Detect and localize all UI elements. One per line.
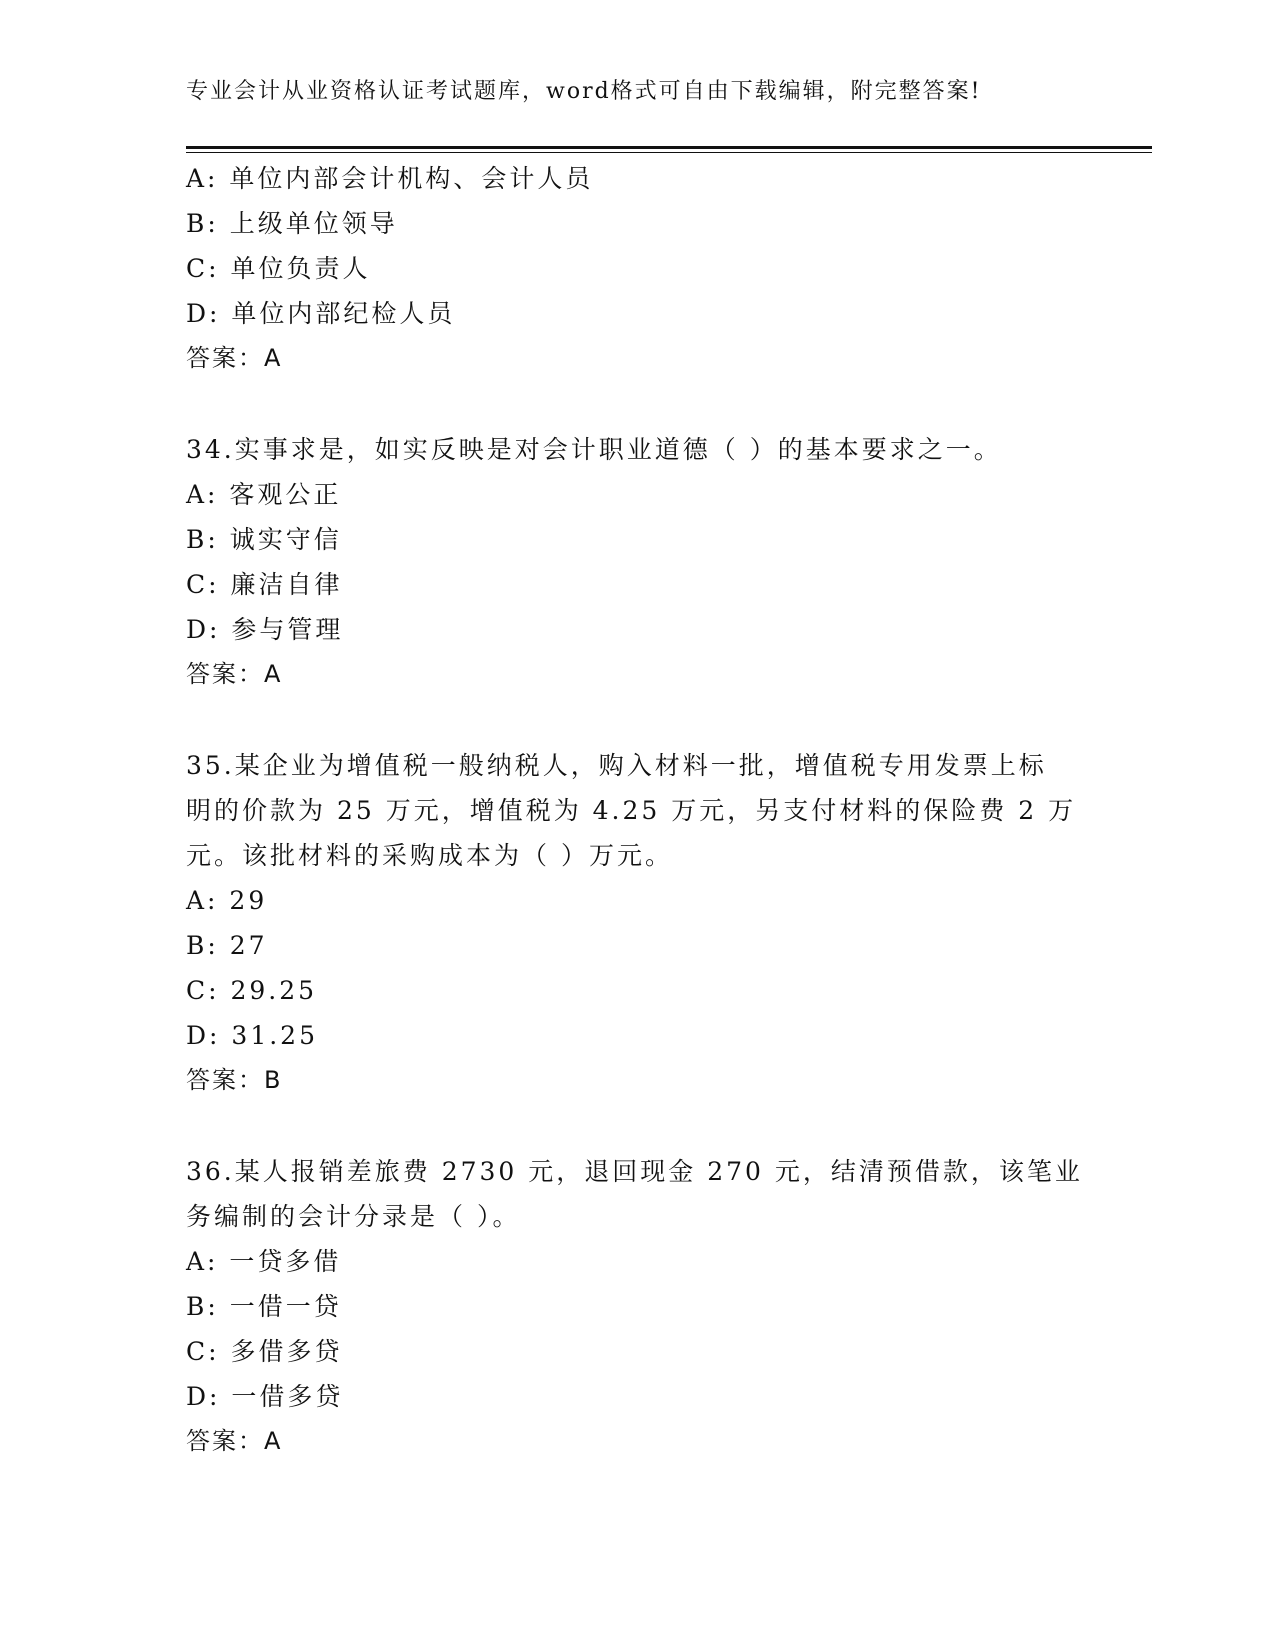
- spacer: [186, 381, 1086, 427]
- option-b: B: 一借一贷: [186, 1292, 342, 1321]
- question-block: [186, 1149, 1086, 1464]
- option-a: A: 单位内部会计机构、会计人员: [186, 164, 594, 193]
- option-d: D: 31.25: [186, 1021, 318, 1050]
- option-d: D: 单位内部纪检人员: [186, 299, 456, 328]
- question-stem: 明的价款为 25 万元，增值税为 4.25 万元，另支付材料的保险费 2 万: [186, 796, 1077, 825]
- page-header: 专业会计从业资格认证考试题库，word格式可自由下载编辑，附完整答案!: [186, 79, 982, 104]
- option-d: D: 一借多贷: [186, 1382, 344, 1411]
- answer-line: 答案：B: [186, 1066, 283, 1094]
- option-c: C: 单位负责人: [186, 254, 371, 283]
- question-stem: 元。该批材料的采购成本为（ ）万元。: [186, 841, 673, 870]
- header-rule-thin: [186, 152, 1152, 153]
- spacer: [186, 1103, 1086, 1149]
- question-stem: 34.实事求是，如实反映是对会计职业道德（ ）的基本要求之一。: [186, 435, 1002, 464]
- option-a: A: 客观公正: [186, 480, 342, 509]
- option-c: C: 多借多贷: [186, 1337, 343, 1366]
- option-c: C: 廉洁自律: [186, 570, 343, 599]
- header-rule-thick: [186, 146, 1152, 149]
- question-stem: 务编制的会计分录是（ ）。: [186, 1202, 521, 1231]
- option-a: A: 29: [186, 886, 268, 915]
- question-block: [186, 156, 1086, 381]
- option-b: B: 上级单位领导: [186, 209, 398, 238]
- question-stem: 35.某企业为增值税一般纳税人，购入材料一批，增值税专用发票上标: [186, 751, 1047, 780]
- answer-line: 答案：A: [186, 344, 283, 372]
- question-block: [186, 743, 1086, 1103]
- option-c: C: 29.25: [186, 976, 318, 1005]
- question-block: [186, 427, 1086, 697]
- option-a: A: 一贷多借: [186, 1247, 342, 1276]
- option-d: D: 参与管理: [186, 615, 344, 644]
- answer-line: 答案：A: [186, 660, 283, 688]
- question-stem: 36.某人报销差旅费 2730 元，退回现金 270 元，结清预借款，该笔业: [186, 1157, 1083, 1186]
- spacer: [186, 697, 1086, 743]
- question-list: [186, 156, 1086, 1464]
- option-b: B: 诚实守信: [186, 525, 342, 554]
- answer-line: 答案：A: [186, 1427, 283, 1455]
- option-b: B: 27: [186, 931, 268, 960]
